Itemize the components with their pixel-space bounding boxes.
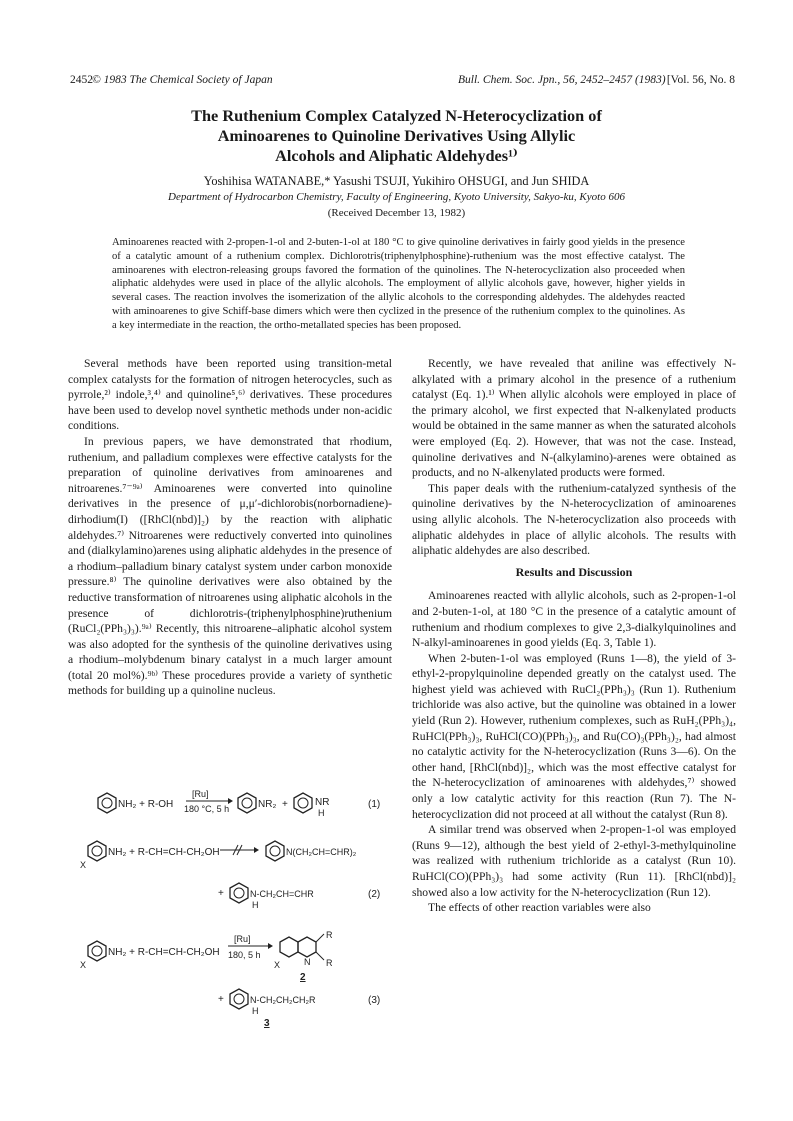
right-column xyxy=(412,356,736,916)
affiliation: Department of Hydrocarbon Chemistry, Faculty of Engineering, Kyoto University, Sakyo-ku, Kyoto 606 xyxy=(168,191,625,203)
title-line-2: Aminoarenes to Quinoline Derivatives Using Allylic xyxy=(217,126,576,145)
plus-sign: + xyxy=(218,888,224,899)
compound-label-2: 2 xyxy=(300,972,306,983)
benzene-ring-icon xyxy=(230,883,248,903)
benzene-ring-icon xyxy=(294,793,312,813)
paragraph: The effects of other reaction variables were also xyxy=(428,901,651,915)
received-date: (Received December 13, 1982) xyxy=(327,207,466,219)
benzene-ring-icon xyxy=(230,989,248,1009)
benzene-ring-icon xyxy=(102,798,112,808)
equation-number: (2) xyxy=(368,889,381,900)
paragraph: A similar trend was observed when 2-propen-1-ol was employed (Runs 9—12), although the best yield of 2-ethyl-3-methylquinoline was realized with ruthenium trichloride as a catalyst (Run 10). RuHCl(CO)(PPh₃)₃ had some activity (Run 11). [RhCl(nbd)]₂ showed also a low activity for the N-heterocyclization (Run 12). xyxy=(412,823,736,899)
equation-3 xyxy=(80,930,380,1029)
benzene-ring-icon xyxy=(88,941,106,961)
abstract: Aminoarenes reacted with 2-propen-1-ol and 2-buten-1-ol at 180 °C to give quinoline derivatives in fairly good yields in the presence of a catalytic amount of a ruthenium complex. Dichlorotris(triphenylphosphine)-ruthenium was the most effective catalyst. The aminoarenes with electron-releasing groups favored the formation of the quinolines. The N-heterocyclization also proceeded when aliphatic aldehydes were used in place of the allylic alcohols. The employment of allylic alcohols gave, however, higher yields in several cases. The reaction involves the isomerization of the allylic alcohols to the corresponding aldehydes. The aldehydes reacted with aminoarenes to give Schiff-base dimers which were then cyclized in the presence of the ruthenium complex to the quinolines. As a key intermediate in the reaction, the ortho-metallated species has been proposed. xyxy=(112,237,685,331)
title-line-1: The Ruthenium Complex Catalyzed N-Heterocyclization of xyxy=(191,106,602,125)
eq1-product-2-h: H xyxy=(318,808,325,818)
benzene-ring-icon xyxy=(98,793,116,813)
eq3-side-product: N-CH₂CH₂CH₂R xyxy=(250,995,316,1005)
author-list: Yoshihisa WATANABE,* Yasushi TSUJI, Yukihiro OHSUGI, and Jun SHIDA xyxy=(203,174,590,188)
plus-sign: + xyxy=(218,994,224,1005)
eq2-product-1: N(CH₂CH=CHR)₂ xyxy=(286,847,357,857)
paragraph: Aminoarenes reacted with allylic alcohols, such as 2-propen-1-ol and 2-buten-1-ol, at 180 °C in the presence of a catalytic amount of ruthenium and rhodium complexes to give 2,3-dialkylquinolines and N-alkyl-aminoarenes in good yields (Eq. 3, Table 1). xyxy=(412,589,736,650)
eq1-product-1: NR₂ xyxy=(258,799,277,810)
copyright-notice: © 1983 The Chemical Society of Japan xyxy=(92,74,273,86)
compound-label-3: 3 xyxy=(264,1018,270,1029)
substituent-x: X xyxy=(274,960,281,970)
quinoline-ring-icon xyxy=(280,937,298,957)
eq1-conditions: 180 °C, 5 h xyxy=(184,804,230,814)
plus-sign: + xyxy=(282,799,288,810)
running-header xyxy=(70,74,735,90)
substituent-x: X xyxy=(80,860,87,870)
nitrogen-atom: N xyxy=(304,957,311,967)
benzene-ring-icon xyxy=(238,793,256,813)
eq1-catalyst: [Ru] xyxy=(192,789,209,799)
benzene-ring-icon xyxy=(266,841,284,861)
equation-number: (3) xyxy=(368,995,381,1006)
left-column xyxy=(68,356,392,699)
article-title xyxy=(60,106,733,166)
paragraph: Recently, we have revealed that aniline was effectively N-alkylated with a primary alcohol in the presence of a ruthenium catalyst (Eq. 1).¹⁾ When allylic alcohols were employed in place of the primary alcohol, we first expected that N-alkenylated products would be obtained in the same manner as when the saturated alcohols were employed (Eq. 2). However, that was not the case. Instead, quinoline derivatives and N-(alkylamino)-arenes were obtained as products, and no N-alkenylated products were formed. xyxy=(412,357,736,480)
substituent-r: R xyxy=(326,958,333,968)
eq3-conditions: 180, 5 h xyxy=(228,950,261,960)
title-line-3: Alcohols and Aliphatic Aldehydes¹⁾ xyxy=(275,146,518,165)
paragraph: In previous papers, we have demonstrated that rhodium, ruthenium, and palladium complexes were effective catalysts for the preparation of quinoline derivatives from aminoarenes and nitroarenes.⁷⁻⁹ᵃ⁾ Aminoarenes were converted into quinoline derivatives in the presence of μ,μ′-dichlorobis(norbornadiene)-dirhodium(I) ([RhCl(nbd)]₂) by the reaction with aliphatic aldehydes.⁷⁾ Nitroarenes were reductively converted into quinolines and (dialkylamino)arenes using aliphatic aldehydes in the presence of a rhodium–palladium binary catalyst system under carbon monoxide pressure.⁸⁾ The quinoline derivatives were also obtained by the reductive transformation of nitroarenes using aliphatic alcohols in the presence of dichlorotris-(triphenylphosphine)ruthenium (RuCl₂(PPh₃)₃).⁹ᵃ⁾ Recently, this nitroarene–aliphatic alcohol system was also adopted for the synthesis of the quinoline derivatives using a rhodium–molybdenum binary catalyst in a much larger amount (total 20 mol%).⁹ᵇ⁾ These procedures provide a variety of synthetic methods for building up a quinoline nucleus. xyxy=(68,434,392,698)
eq3-catalyst: [Ru] xyxy=(234,934,251,944)
eq3-reagents: NH₂ + R-CH=CH-CH₂OH xyxy=(108,947,220,958)
eq2-product-2-h: H xyxy=(252,900,259,910)
eq2-product-2: N-CH₂CH=CHR xyxy=(250,889,314,899)
section-heading: Results and Discussion xyxy=(515,564,633,579)
eq2-reagents: NH₂ + R-CH=CH-CH₂OH xyxy=(108,847,220,858)
paragraph: This paper deals with the ruthenium-catalyzed synthesis of the quinoline derivatives by the N-heterocyclization of aminoarenes using allylic alcohols. The N-heterocyclization also proceeds with aliphatic aldehydes in place of allylic alcohols. The results with aliphatic aldehydes are also described. xyxy=(412,481,736,558)
substituent-r: R xyxy=(326,930,333,940)
equation-number: (1) xyxy=(368,799,381,810)
page-number: 2452 xyxy=(70,74,93,86)
substituent-x: X xyxy=(80,960,87,970)
equation-2 xyxy=(80,841,380,910)
paragraph: Several methods have been reported using transition-metal complex catalysts for the formation of nitrogen heterocycles, such as pyrrole,²⁾ indole,³,⁴⁾ and quinoline⁵,⁶⁾ derivatives. These procedures have been used to develop novel synthetic methods under non-acidic conditions. xyxy=(68,357,392,433)
eq1-reagents: NH₂ + R-OH xyxy=(118,799,174,810)
volume-issue: [Vol. 56, No. 8 xyxy=(666,74,735,86)
eq1-product-2: NR xyxy=(315,797,330,808)
reaction-scheme xyxy=(68,770,398,1030)
benzene-ring-icon xyxy=(88,841,106,861)
journal-citation: Bull. Chem. Soc. Jpn., 56, 2452–2457 (1983) xyxy=(458,74,666,86)
eq3-side-h: H xyxy=(252,1006,259,1016)
paragraph: When 2-buten-1-ol was employed (Runs 1—8), the yield of 3-ethyl-2-propylquinoline depended greatly on the catalyst used. The highest yield was achieved with RuCl₂(PPh₃)₃ (Run 1). Ruthenium trichloride was also active, but the quinoline was obtained in a lower yield (Run 2). However, ruthenium complexes, such as RuH₂(PPh₃)₄, RuHCl(PPh₃)₃, RuHCl(CO)(PPh₃)₃, and Ru(CO)₃(PPh₃)₂, had almost no catalytic activity for the N-heterocyclization (Runs 3—6). On the other hand, [RhCl(nbd)]₂, which was the most effective catalyst for the N-heterocyclization of aminoarenes with aldehydes,⁷⁾ showed only a low catalytic activity for this reaction (Run 7). The N-heterocyclization did not proceed at all without the catalyst (Run 8). xyxy=(412,651,736,821)
quinoline-ring-icon xyxy=(298,937,316,957)
equation-1 xyxy=(98,789,380,818)
